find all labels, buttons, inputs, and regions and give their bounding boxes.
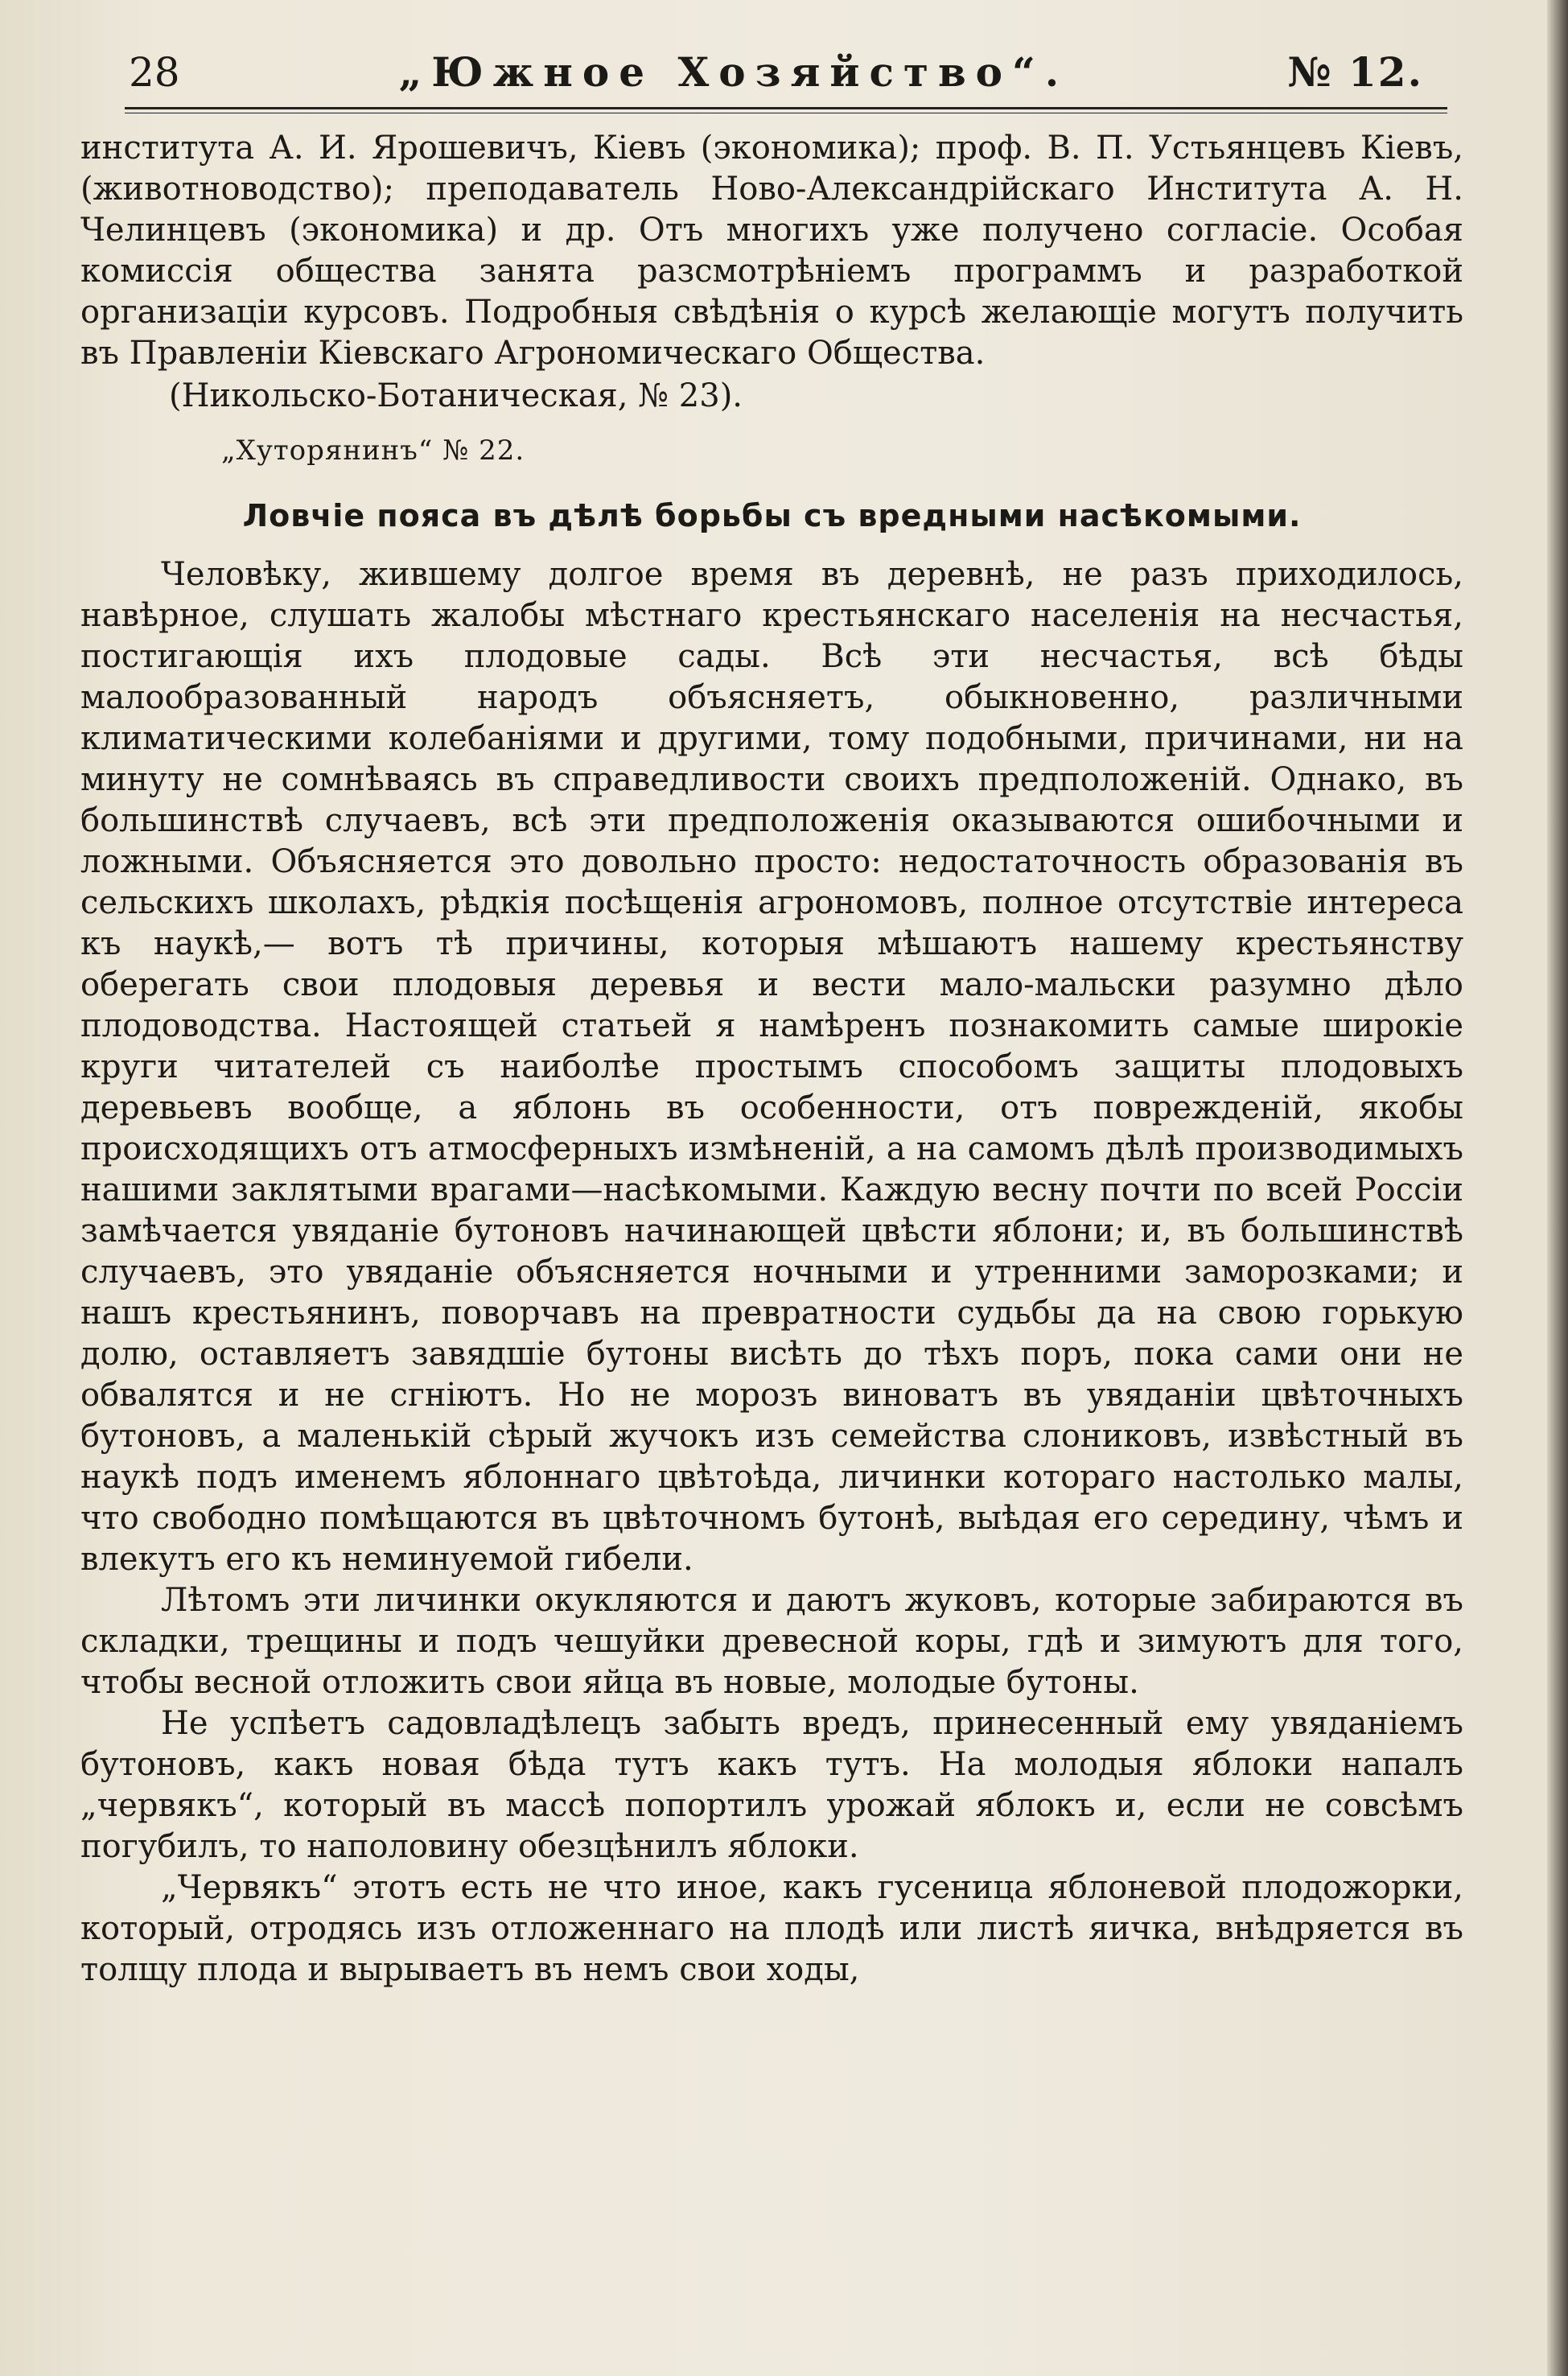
- article-paragraph-3: Не успѣетъ садовладѣлецъ забыть вредъ, принесенный ему увяданіемъ бутоновъ, какъ новая бѣда тутъ какъ тутъ. На молодыя яблоки напалъ „червякъ“, который въ массѣ попортилъ урожай яблокъ и, если не совсѣмъ погубилъ, то наполовину обезцѣнилъ яблоки.: [80, 1705, 1463, 1865]
- page-edge: [1547, 0, 1568, 2376]
- page-header: [80, 48, 1463, 96]
- page-number: 28: [129, 49, 180, 96]
- article-title: Ловчіе пояса въ дѣлѣ борьбы съ вредными насѣкомыми.: [242, 498, 1302, 533]
- article-paragraph-2: Лѣтомъ эти личинки окукляются и даютъ жуковъ, которые забираются въ складки, трещины и подъ чешуйки древесной коры, гдѣ и зимуютъ для того, чтобы весной отложить свои яйца въ новые, молодые бутоны.: [80, 1582, 1463, 1701]
- article-paragraph-1: Человѣку, жившему долгое время въ деревнѣ, не разъ приходилось, навѣрное, слушать жалобы мѣстнаго крестьянскаго населенія на несчастья, постигающія ихъ плодовые сады. Всѣ эти несчастья, всѣ бѣды малообразованный народъ объясняетъ, обыкновенно, различными климатическими колебаніями и другими, тому подобными, причинами, ни на минуту не сомнѣваясь въ справедливости своихъ предположеній. Однако, въ большинствѣ случаевъ, всѣ эти предположенія оказываются ошибочными и ложными. Объясняется это довольно просто: недостаточность образованія въ сельскихъ школахъ, рѣдкія посѣщенія агрономовъ, полное отсутствіе интереса къ наукѣ,— вотъ тѣ причины, которыя мѣшаютъ нашему крестьянству оберегать свои плодовыя деревья и вести мало-мальски разумно дѣло плодоводства. Настоящей статьей я намѣренъ познакомить самые широкіе круги читателей съ наиболѣе простымъ способомъ защиты плодовыхъ деревьевъ вообще, а яблонь въ особенности, отъ поврежденій, якобы происходящихъ отъ атмосферныхъ измѣненій, а на самомъ дѣлѣ производимыхъ нашими заклятыми врагами—насѣкомыми. Каждую весну почти по всей Россіи замѣчается увяданіе бутоновъ начинающей цвѣсти яблони; и, въ большинствѣ случаевъ, это увяданіе объясняется ночными и утренними заморозками; и нашъ крестьянинъ, поворчавъ на превратности судьбы да на свою горькую долю, оставляетъ завядшіе бутоны висѣть до тѣхъ поръ, пока сами они не обвалятся и не сгніютъ. Но не морозъ виноватъ въ увяданіи цвѣточныхъ бутоновъ, а маленькій сѣрый жучокъ изъ семейства слониковъ, извѣстный въ наукѣ подъ именемъ яблоннаго цвѣтоѣда, личинки котораго настолько малы, что свободно помѣщаются въ цвѣточномъ бутонѣ, выѣдая его середину, чѣмъ и влекутъ его къ неминуемой гибели.: [80, 556, 1463, 1578]
- address-line: (Никольско-Ботаническая, № 23).: [169, 377, 743, 414]
- journal-title: „Южное Хозяйство“.: [398, 48, 1069, 96]
- header-rule: [125, 107, 1447, 113]
- article-paragraph-4: „Червякъ“ этотъ есть не что иное, какъ гусеница яблоневой плодожорки, который, отродясь изъ отложеннаго на плодѣ или листѣ яичка, внѣдряется въ толщу плода и вырываетъ въ немъ свои ходы,: [80, 1869, 1463, 1988]
- page-content: [80, 128, 1463, 1991]
- intro-paragraph: института А. И. Ярошевичъ, Кіевъ (экономика); проф. В. П. Устьянцевъ Кіевъ, (животноводство); преподаватель Ново-Александрійскаго Института А. Н. Челинцевъ (экономика) и др. Отъ многихъ уже получено согласіе. Особая комиссія общества занята разсмотрѣніемъ программъ и разработкой организаціи курсовъ. Подробныя свѣдѣнія о курсѣ желающіе могутъ получить въ Правленіи Кіевскаго Агрономическаго Общества.: [80, 130, 1463, 372]
- issue-number: № 12.: [1287, 48, 1423, 96]
- source-journal: „Хуторянинъ“ № 22.: [221, 434, 525, 467]
